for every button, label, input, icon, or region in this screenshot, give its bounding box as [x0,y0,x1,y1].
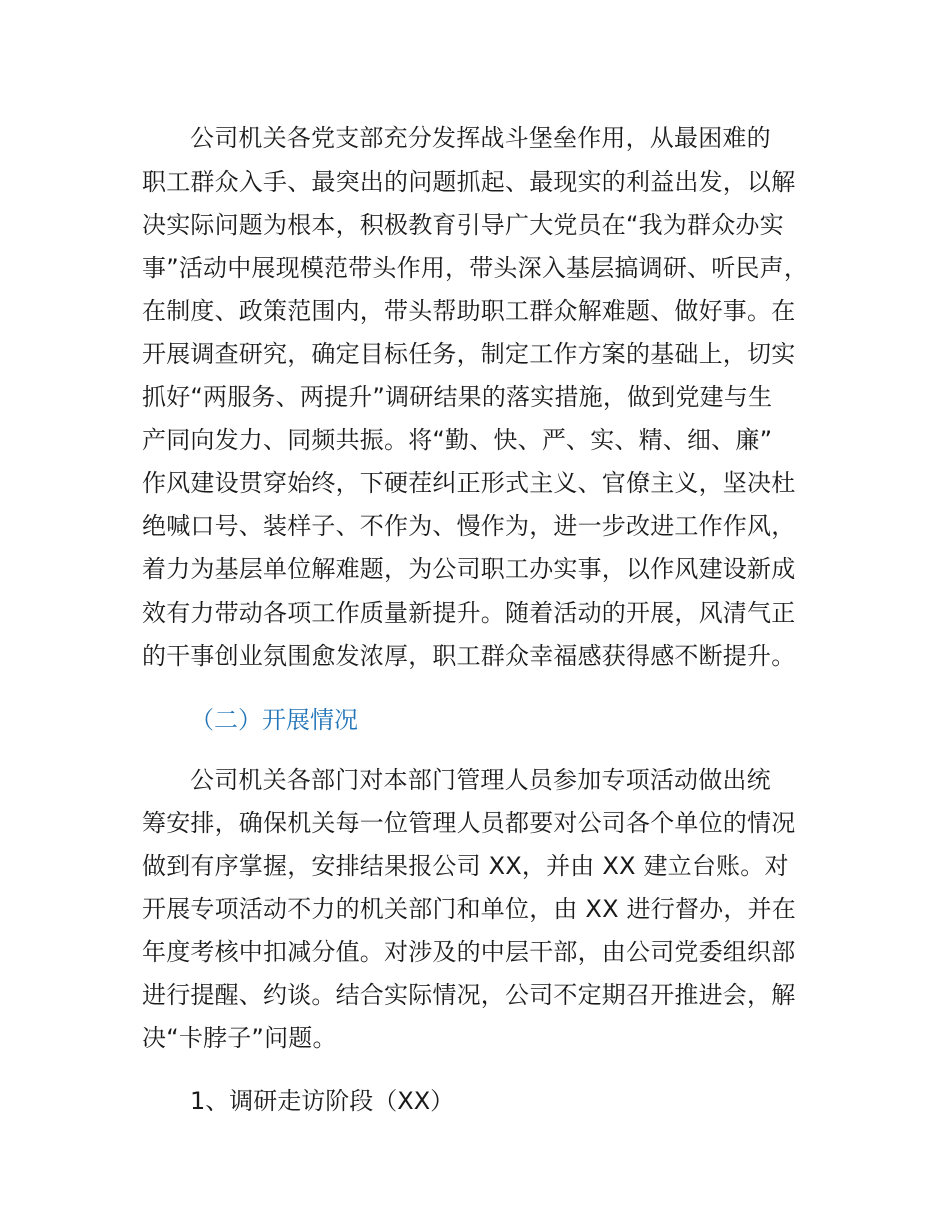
paragraph-line: 年度考核中扣减分值。对涉及的中层干部，由公司党委组织部 [142,938,796,966]
paragraph-line: 着力为基层单位解难题，为公司职工办实事，以作风建设新成 [142,555,796,583]
paragraph-line: 进行提醒、约谈。结合实际情况，公司不定期召开推进会，解 [142,981,796,1009]
paragraph-line: 产同向发力、同频共振。将“勤、快、严、实、精、细、廉” [142,426,773,454]
paragraph-line: 决实际问题为根本，积极教育引导广大党员在“我为群众办实 [142,211,784,239]
paragraph-line: 公司机关各部门对本部门管理人员参加专项活动做出统 [190,766,771,794]
paragraph-line: 决“卡脖子”问题。 [142,1024,337,1052]
paragraph-line: 抓好“两服务、两提升”调研结果的落实措施，做到党建与生 [142,383,773,411]
paragraph-line: 筹安排，确保机关每一位管理人员都要对公司各个单位的情况 [142,809,796,837]
paragraph-line: 公司机关各党支部充分发挥战斗堡垒作用，从最困难的 [190,124,771,152]
paragraph-line: 做到有序掌握，安排结果报公司 XX，并由 XX 建立台账。对 [142,852,789,880]
paragraph-line: 的干事创业氛围愈发浓厚，职工群众幸福感获得感不断提升。 [142,642,796,670]
paragraph-line: 在制度、政策范围内，带头帮助职工群众解难题、做好事。在 [142,297,796,325]
paragraph-line: 开展专项活动不力的机关部门和单位，由 XX 进行督办，并在 [142,895,796,923]
paragraph-line: 效有力带动各项工作质量新提升。随着活动的开展，风清气正 [142,599,796,627]
paragraph-line: 绝喊口号、装样子、不作为、慢作为，进一步改进工作作风， [142,512,796,540]
paragraph-line: 职工群众入手、最突出的问题抓起、最现实的利益出发，以解 [142,168,796,196]
paragraph-line: 作风建设贯穿始终，下硬茬纠正形式主义、官僚主义，坚决杜 [142,469,796,497]
section-heading: （二）开展情况 [190,706,358,734]
subsection-heading: 1、调研走访阶段（XX） [190,1087,455,1115]
paragraph-line: 事”活动中展现模范带头作用，带头深入基层搞调研、听民声， [142,254,809,282]
paragraph-line: 开展调查研究，确定目标任务，制定工作方案的基础上，切实 [142,340,796,368]
